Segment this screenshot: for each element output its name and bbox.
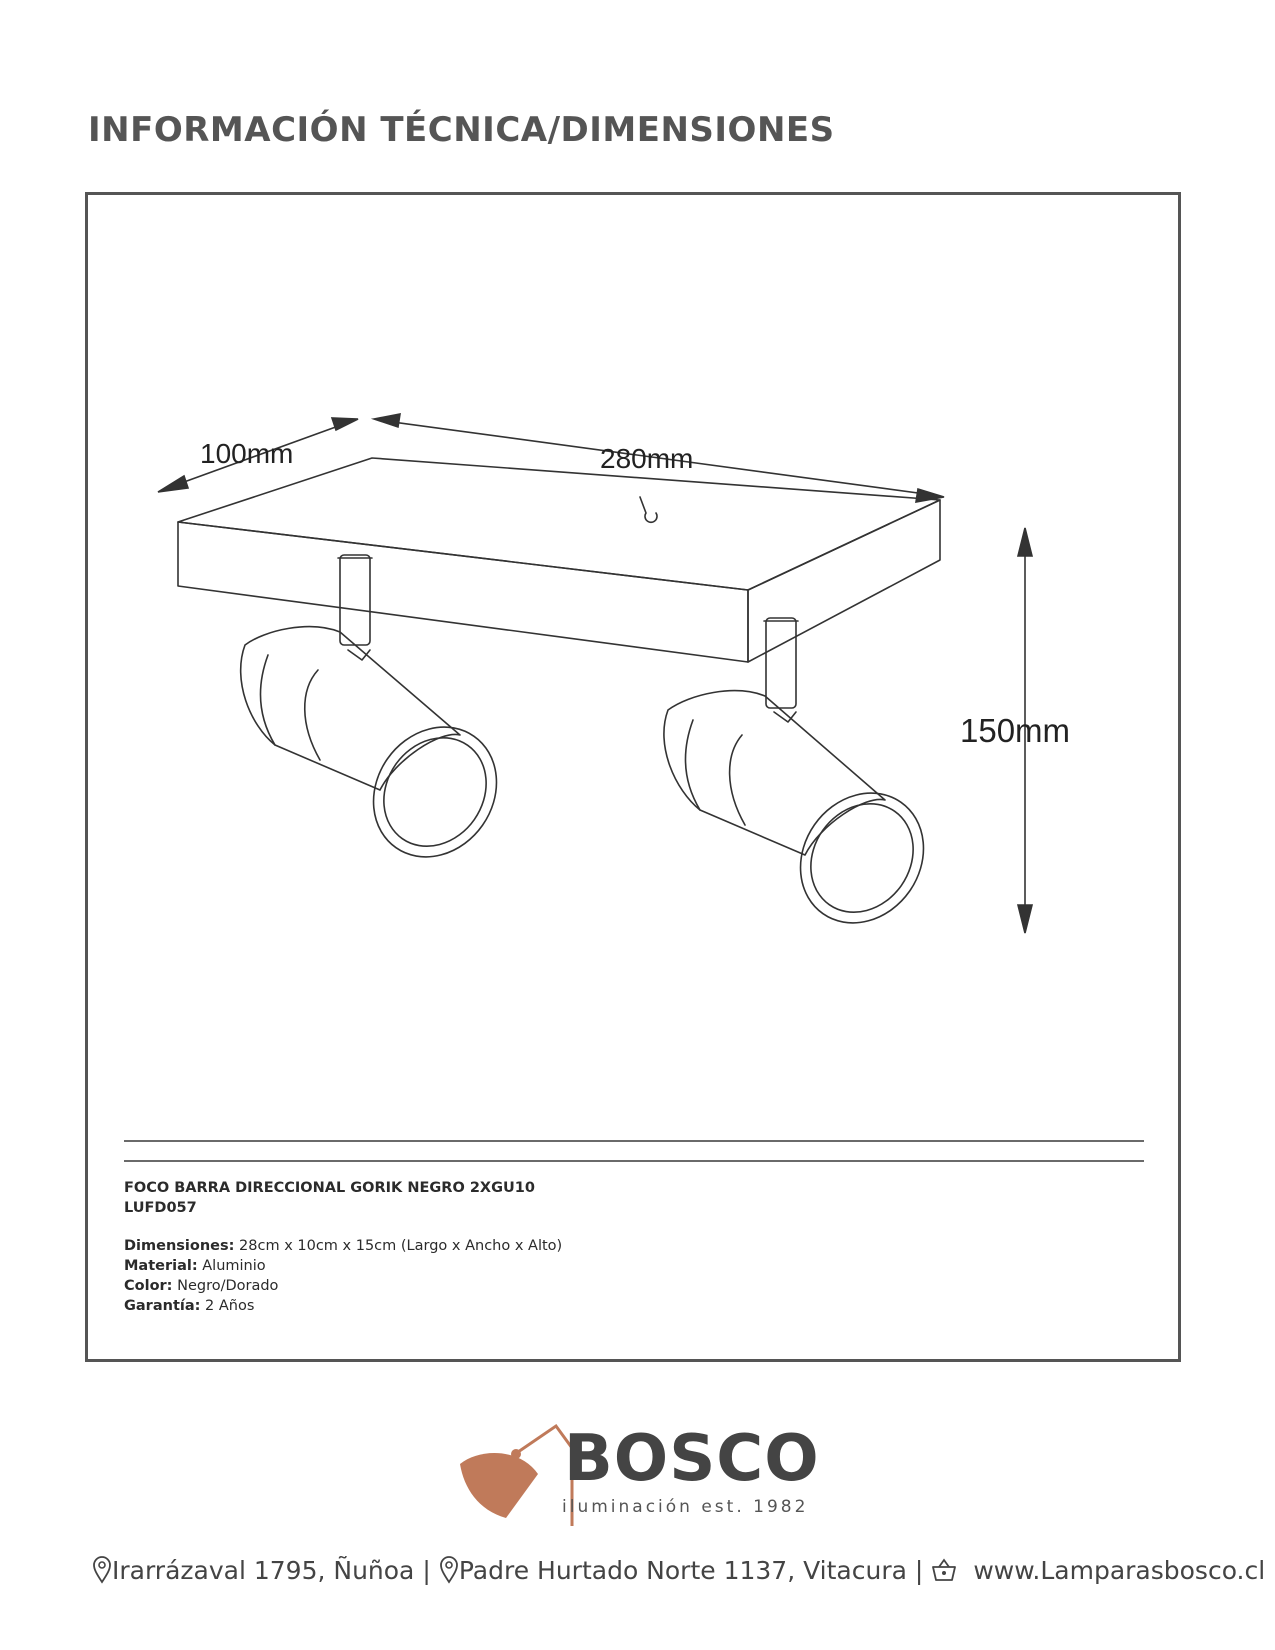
location-pin-icon bbox=[92, 1556, 112, 1584]
address-vitacura: Padre Hurtado Norte 1137, Vitacura bbox=[458, 1555, 907, 1585]
spot-left bbox=[241, 555, 522, 881]
product-sku: LUFD057 bbox=[124, 1200, 197, 1216]
footer-separator: | bbox=[914, 1555, 924, 1585]
website-link[interactable]: www.Lamparasbosco.cl bbox=[973, 1555, 1266, 1585]
shopping-basket-icon bbox=[931, 1558, 957, 1582]
brand-tagline: iluminación est. 1982 bbox=[562, 1497, 809, 1517]
product-specs bbox=[124, 1178, 1024, 1316]
divider-line bbox=[124, 1160, 1144, 1162]
dim-length-label: 280mm bbox=[600, 443, 694, 474]
page-title: INFORMACIÓN TÉCNICA/DIMENSIONES bbox=[88, 110, 835, 150]
product-name: FOCO BARRA DIRECCIONAL GORIK NEGRO 2XGU10 bbox=[124, 1180, 535, 1196]
address-nunoa: Irarrázaval 1795, Ñuñoa bbox=[112, 1555, 415, 1585]
spot-right bbox=[664, 618, 949, 947]
footer bbox=[92, 1548, 1266, 1592]
divider-line bbox=[124, 1140, 1144, 1142]
footer-separator: | bbox=[422, 1555, 431, 1585]
base-plate bbox=[178, 458, 940, 662]
brand-name: BOSCO bbox=[564, 1422, 820, 1496]
location-pin-icon bbox=[439, 1556, 459, 1584]
spec-color: Color: Negro/Dorado bbox=[124, 1278, 279, 1294]
spec-material: Material: Aluminio bbox=[124, 1258, 266, 1274]
spec-warranty: Garantía: 2 Años bbox=[124, 1298, 255, 1314]
dim-height-label: 150mm bbox=[960, 712, 1071, 749]
spec-dimensions: Dimensiones: 28cm x 10cm x 15cm (Largo x Ancho x Alto) bbox=[124, 1238, 563, 1254]
dim-width-label: 100mm bbox=[200, 438, 294, 469]
